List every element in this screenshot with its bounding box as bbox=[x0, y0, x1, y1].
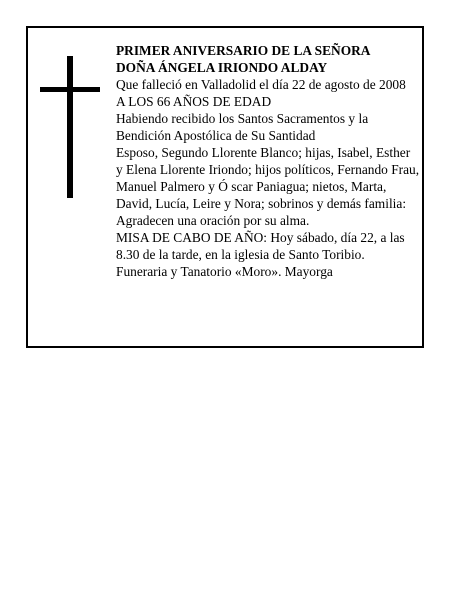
cross-horizontal-bar bbox=[40, 87, 100, 92]
notice-heading-line1: PRIMER ANIVERSARIO DE LA SEÑORA bbox=[116, 43, 371, 58]
mass-info: MISA DE CABO DE AÑO: Hoy sábado, día 22, a las 8.30 de la tarde, en la iglesia de Santo Toribio. bbox=[116, 230, 405, 262]
cross-vertical-bar bbox=[67, 56, 73, 198]
age-line: A LOS 66 AÑOS DE EDAD bbox=[116, 94, 272, 109]
death-info: Que falleció en Valladolid el día 22 de agosto de 2008 bbox=[116, 77, 406, 92]
obituary-notice bbox=[26, 26, 424, 348]
family-list: Esposo, Segundo Llorente Blanco; hijas, Isabel, Esther y Elena Llorente Iriondo; hijos políticos, Fernando Frau, Manuel Palmero y Ó scar Paniagua; nietos, Marta, David, Lucía, Leire y Nora; sobrinos y demás familia: bbox=[116, 145, 420, 211]
notice-text bbox=[116, 42, 420, 280]
sacraments-line: Habiendo recibido los Santos Sacramentos y la Bendición Apostólica de Su Santidad bbox=[116, 111, 369, 143]
funeral-home: Funeraria y Tanatorio «Moro». Mayorga bbox=[116, 264, 333, 279]
thanks-line: Agradecen una oración por su alma. bbox=[116, 213, 310, 228]
notice-heading-line2: DOÑA ÁNGELA IRIONDO ALDAY bbox=[116, 60, 328, 75]
